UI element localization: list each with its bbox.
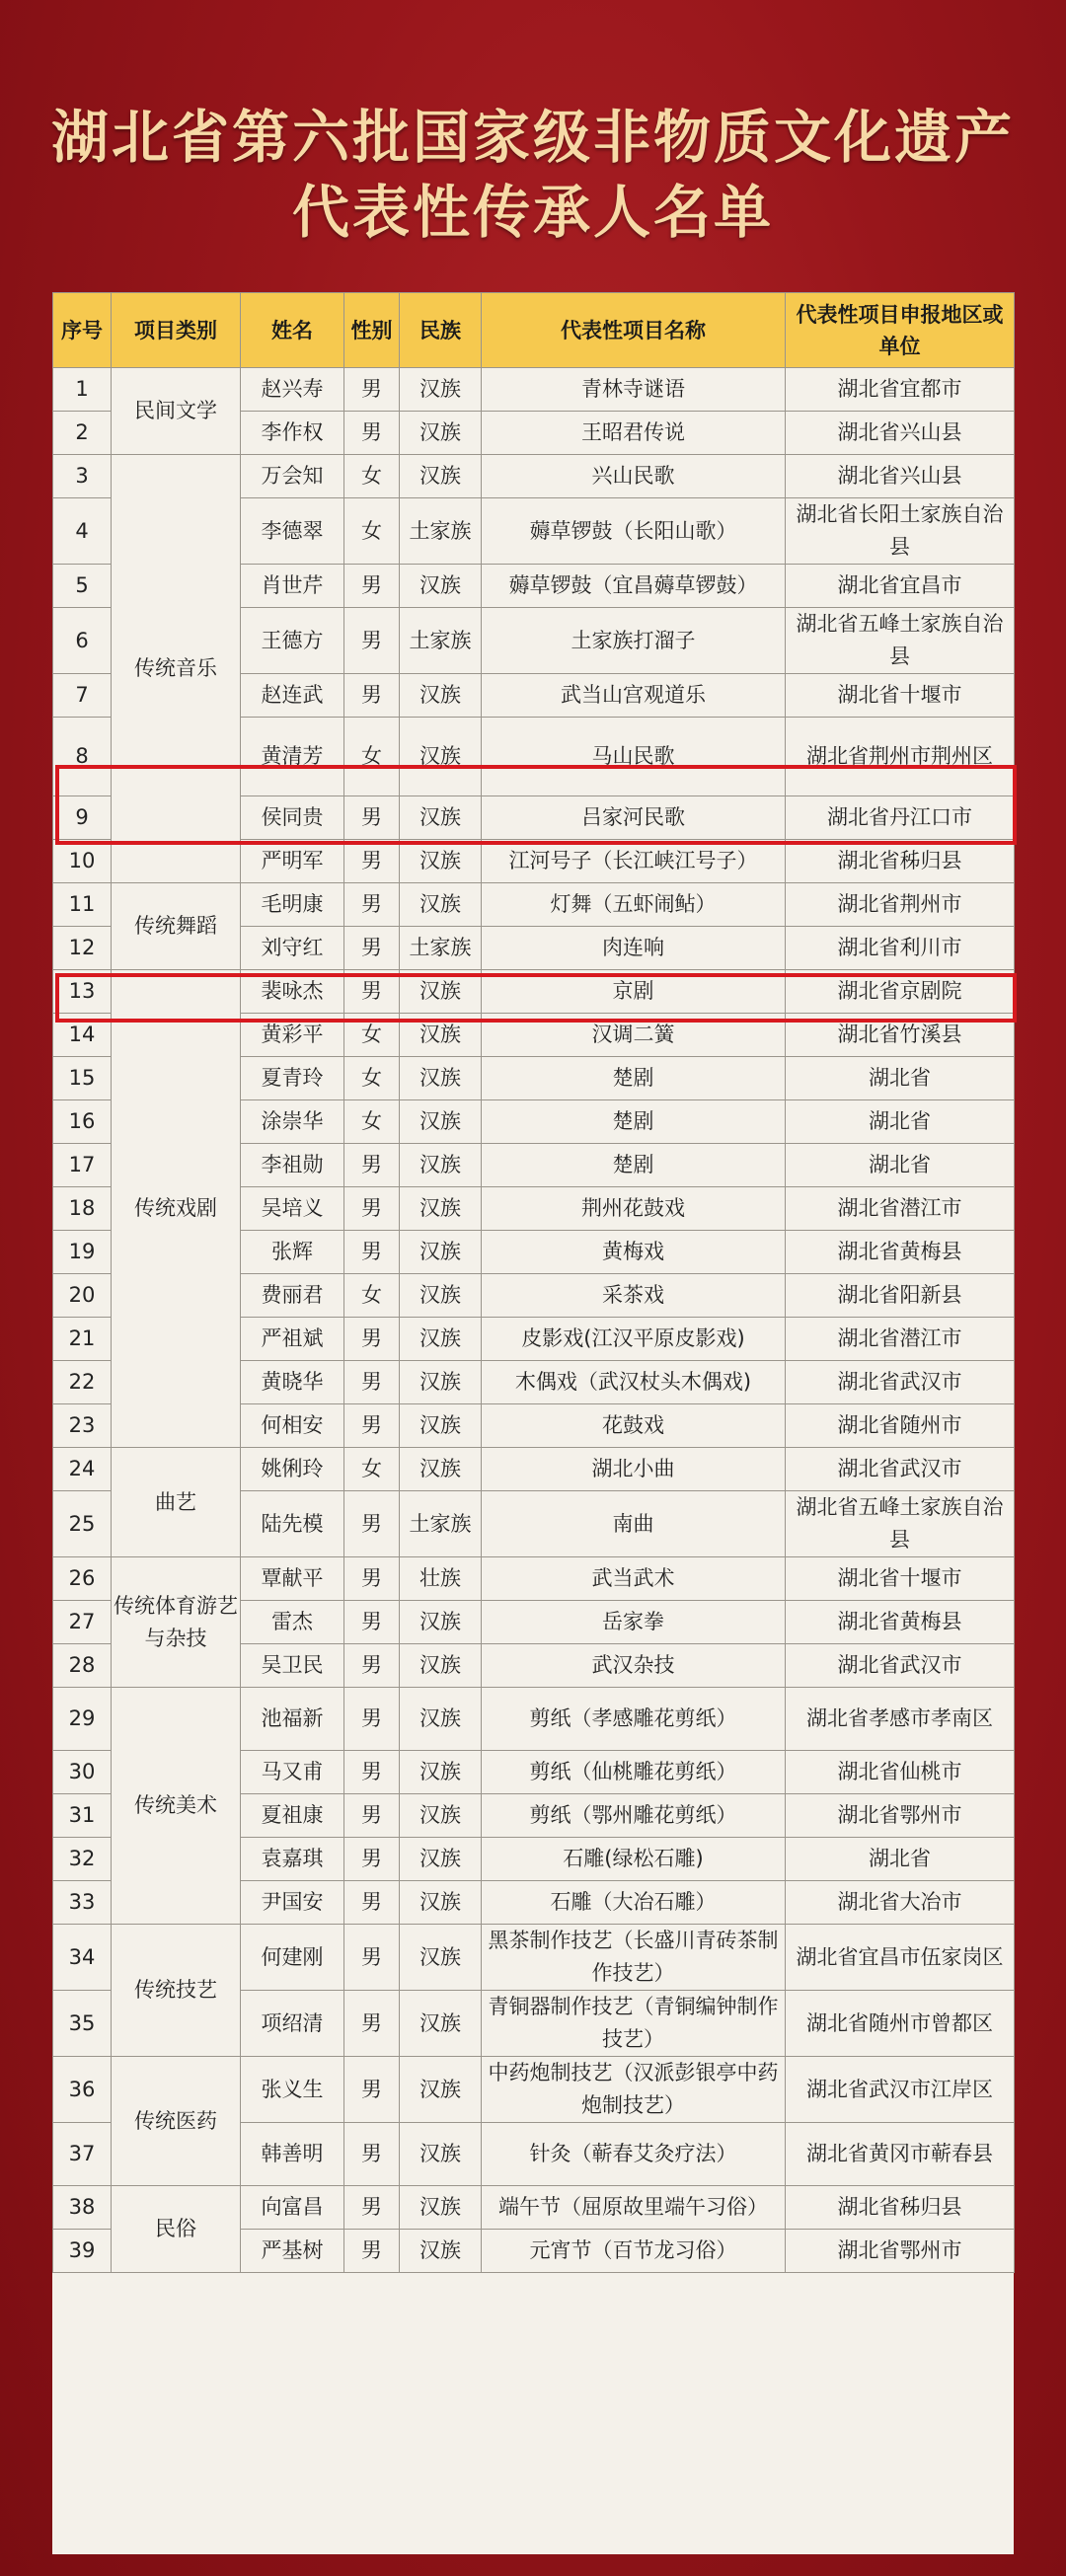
cell-ethnic: 汉族 bbox=[400, 1014, 482, 1057]
cell-project: 武当武术 bbox=[482, 1557, 786, 1601]
cell-project: 岳家拳 bbox=[482, 1601, 786, 1644]
cell-no: 7 bbox=[53, 674, 112, 718]
cell-ethnic: 汉族 bbox=[400, 2230, 482, 2273]
cell-project: 针灸（蕲春艾灸疗法） bbox=[482, 2123, 786, 2186]
cell-region: 湖北省武汉市 bbox=[786, 1448, 1015, 1491]
cell-project: 剪纸（孝感雕花剪纸） bbox=[482, 1688, 786, 1751]
cell-region: 湖北省武汉市 bbox=[786, 1644, 1015, 1688]
cell-region: 湖北省武汉市江岸区 bbox=[786, 2057, 1015, 2123]
cell-gender: 男 bbox=[344, 1557, 400, 1601]
cell-name: 马又甫 bbox=[241, 1751, 344, 1794]
cell-no: 21 bbox=[53, 1318, 112, 1361]
cell-ethnic: 汉族 bbox=[400, 1057, 482, 1100]
cell-ethnic: 汉族 bbox=[400, 455, 482, 498]
cell-ethnic: 汉族 bbox=[400, 1644, 482, 1688]
table-row bbox=[53, 455, 1015, 498]
cell-region: 湖北省利川市 bbox=[786, 927, 1015, 970]
cell-ethnic: 汉族 bbox=[400, 2123, 482, 2186]
cell-no: 9 bbox=[53, 796, 112, 840]
cell-category: 传统体育游艺与杂技 bbox=[112, 1557, 241, 1688]
cell-no: 17 bbox=[53, 1144, 112, 1187]
cell-no: 35 bbox=[53, 1991, 112, 2057]
table-header-row bbox=[53, 293, 1015, 368]
cell-region: 湖北省荆州市荆州区 bbox=[786, 718, 1015, 796]
header-name: 姓名 bbox=[241, 293, 344, 368]
cell-name: 向富昌 bbox=[241, 2186, 344, 2230]
cell-no: 5 bbox=[53, 565, 112, 608]
cell-region: 湖北省荆州市 bbox=[786, 883, 1015, 927]
cell-no: 36 bbox=[53, 2057, 112, 2123]
cell-gender: 女 bbox=[344, 455, 400, 498]
cell-gender: 男 bbox=[344, 840, 400, 883]
cell-gender: 男 bbox=[344, 1491, 400, 1557]
cell-no: 16 bbox=[53, 1100, 112, 1144]
cell-ethnic: 汉族 bbox=[400, 1881, 482, 1925]
cell-region: 湖北省随州市曾都区 bbox=[786, 1991, 1015, 2057]
cell-no: 2 bbox=[53, 412, 112, 455]
cell-name: 张辉 bbox=[241, 1231, 344, 1274]
cell-project: 汉调二簧 bbox=[482, 1014, 786, 1057]
cell-project: 薅草锣鼓（长阳山歌） bbox=[482, 498, 786, 565]
cell-ethnic: 汉族 bbox=[400, 1318, 482, 1361]
cell-project: 石雕（大冶石雕） bbox=[482, 1881, 786, 1925]
cell-project: 土家族打溜子 bbox=[482, 608, 786, 674]
cell-gender: 男 bbox=[344, 1881, 400, 1925]
cell-project: 薅草锣鼓（宜昌薅草锣鼓） bbox=[482, 565, 786, 608]
cell-no: 28 bbox=[53, 1644, 112, 1688]
cell-name: 费丽君 bbox=[241, 1274, 344, 1318]
header-ethnic: 民族 bbox=[400, 293, 482, 368]
cell-ethnic: 汉族 bbox=[400, 796, 482, 840]
cell-name: 池福新 bbox=[241, 1688, 344, 1751]
cell-ethnic: 汉族 bbox=[400, 412, 482, 455]
header-category: 项目类别 bbox=[112, 293, 241, 368]
page-title-line1: 湖北省第六批国家级非物质文化遗产 bbox=[50, 104, 1015, 171]
cell-name: 李祖勋 bbox=[241, 1144, 344, 1187]
cell-name: 夏祖康 bbox=[241, 1794, 344, 1838]
cell-no: 29 bbox=[53, 1688, 112, 1751]
header-region: 代表性项目申报地区或单位 bbox=[786, 293, 1015, 368]
cell-name: 刘守红 bbox=[241, 927, 344, 970]
table-row bbox=[53, 1448, 1015, 1491]
cell-no: 11 bbox=[53, 883, 112, 927]
cell-category: 传统舞蹈 bbox=[112, 883, 241, 970]
cell-name: 裴咏杰 bbox=[241, 970, 344, 1014]
cell-gender: 男 bbox=[344, 883, 400, 927]
cell-no: 25 bbox=[53, 1491, 112, 1557]
cell-no: 37 bbox=[53, 2123, 112, 2186]
cell-region: 湖北省兴山县 bbox=[786, 455, 1015, 498]
cell-region: 湖北省宜都市 bbox=[786, 368, 1015, 412]
cell-no: 19 bbox=[53, 1231, 112, 1274]
inheritor-table-container bbox=[52, 292, 1014, 2554]
cell-no: 3 bbox=[53, 455, 112, 498]
cell-name: 严祖斌 bbox=[241, 1318, 344, 1361]
cell-project: 灯舞（五虾闹鲇） bbox=[482, 883, 786, 927]
cell-gender: 女 bbox=[344, 1100, 400, 1144]
cell-region: 湖北省十堰市 bbox=[786, 674, 1015, 718]
cell-gender: 女 bbox=[344, 1448, 400, 1491]
cell-gender: 男 bbox=[344, 1925, 400, 1991]
cell-ethnic: 汉族 bbox=[400, 1448, 482, 1491]
cell-name: 项绍清 bbox=[241, 1991, 344, 2057]
cell-no: 32 bbox=[53, 1838, 112, 1881]
cell-project: 剪纸（鄂州雕花剪纸） bbox=[482, 1794, 786, 1838]
cell-region: 湖北省五峰土家族自治县 bbox=[786, 608, 1015, 674]
cell-region: 湖北省京剧院 bbox=[786, 970, 1015, 1014]
cell-project: 荆州花鼓戏 bbox=[482, 1187, 786, 1231]
cell-ethnic: 汉族 bbox=[400, 674, 482, 718]
cell-no: 10 bbox=[53, 840, 112, 883]
cell-name: 尹国安 bbox=[241, 1881, 344, 1925]
cell-region: 湖北省黄梅县 bbox=[786, 1601, 1015, 1644]
cell-name: 毛明康 bbox=[241, 883, 344, 927]
cell-ethnic: 汉族 bbox=[400, 1751, 482, 1794]
cell-name: 涂崇华 bbox=[241, 1100, 344, 1144]
table-row bbox=[53, 1557, 1015, 1601]
cell-name: 赵连武 bbox=[241, 674, 344, 718]
cell-region: 湖北省潜江市 bbox=[786, 1318, 1015, 1361]
cell-region: 湖北省阳新县 bbox=[786, 1274, 1015, 1318]
header-no: 序号 bbox=[53, 293, 112, 368]
cell-name: 赵兴寿 bbox=[241, 368, 344, 412]
cell-project: 湖北小曲 bbox=[482, 1448, 786, 1491]
cell-project: 兴山民歌 bbox=[482, 455, 786, 498]
cell-ethnic: 汉族 bbox=[400, 1991, 482, 2057]
cell-name: 韩善明 bbox=[241, 2123, 344, 2186]
cell-ethnic: 汉族 bbox=[400, 1144, 482, 1187]
cell-project: 江河号子（长江峡江号子） bbox=[482, 840, 786, 883]
cell-gender: 男 bbox=[344, 1794, 400, 1838]
cell-ethnic: 土家族 bbox=[400, 608, 482, 674]
cell-category: 民间文学 bbox=[112, 368, 241, 455]
table-row bbox=[53, 368, 1015, 412]
cell-ethnic: 汉族 bbox=[400, 2057, 482, 2123]
cell-ethnic: 汉族 bbox=[400, 1688, 482, 1751]
cell-project: 京剧 bbox=[482, 970, 786, 1014]
cell-name: 严明军 bbox=[241, 840, 344, 883]
cell-ethnic: 汉族 bbox=[400, 1361, 482, 1404]
cell-ethnic: 汉族 bbox=[400, 2186, 482, 2230]
cell-ethnic: 汉族 bbox=[400, 1794, 482, 1838]
cell-category: 传统技艺 bbox=[112, 1925, 241, 2057]
cell-category: 民俗 bbox=[112, 2186, 241, 2273]
cell-ethnic: 土家族 bbox=[400, 498, 482, 565]
cell-ethnic: 土家族 bbox=[400, 927, 482, 970]
cell-project: 楚剧 bbox=[482, 1057, 786, 1100]
table-row bbox=[53, 2186, 1015, 2230]
cell-ethnic: 汉族 bbox=[400, 970, 482, 1014]
cell-name: 吴卫民 bbox=[241, 1644, 344, 1688]
cell-ethnic: 汉族 bbox=[400, 840, 482, 883]
cell-project: 黄梅戏 bbox=[482, 1231, 786, 1274]
cell-ethnic: 汉族 bbox=[400, 1100, 482, 1144]
table-row bbox=[53, 2057, 1015, 2123]
cell-no: 30 bbox=[53, 1751, 112, 1794]
header-gender: 性别 bbox=[344, 293, 400, 368]
table-row bbox=[53, 970, 1015, 1014]
cell-region: 湖北省大冶市 bbox=[786, 1881, 1015, 1925]
cell-region: 湖北省宜昌市伍家岗区 bbox=[786, 1925, 1015, 1991]
cell-project: 武汉杂技 bbox=[482, 1644, 786, 1688]
cell-project: 端午节（屈原故里端午习俗） bbox=[482, 2186, 786, 2230]
cell-no: 38 bbox=[53, 2186, 112, 2230]
cell-category: 传统音乐 bbox=[112, 455, 241, 883]
cell-region: 湖北省秭归县 bbox=[786, 2186, 1015, 2230]
cell-ethnic: 汉族 bbox=[400, 883, 482, 927]
cell-name: 王德方 bbox=[241, 608, 344, 674]
cell-gender: 男 bbox=[344, 1318, 400, 1361]
cell-no: 34 bbox=[53, 1925, 112, 1991]
cell-name: 夏青玲 bbox=[241, 1057, 344, 1100]
cell-gender: 男 bbox=[344, 2123, 400, 2186]
cell-project: 剪纸（仙桃雕花剪纸） bbox=[482, 1751, 786, 1794]
cell-region: 湖北省 bbox=[786, 1144, 1015, 1187]
cell-name: 姚俐玲 bbox=[241, 1448, 344, 1491]
cell-ethnic: 汉族 bbox=[400, 565, 482, 608]
cell-region: 湖北省竹溪县 bbox=[786, 1014, 1015, 1057]
cell-name: 何建刚 bbox=[241, 1925, 344, 1991]
table-row bbox=[53, 1688, 1015, 1751]
cell-no: 23 bbox=[53, 1404, 112, 1448]
cell-no: 1 bbox=[53, 368, 112, 412]
cell-region: 湖北省 bbox=[786, 1057, 1015, 1100]
cell-project: 元宵节（百节龙习俗） bbox=[482, 2230, 786, 2273]
cell-gender: 男 bbox=[344, 1644, 400, 1688]
cell-project: 花鼓戏 bbox=[482, 1404, 786, 1448]
header-project: 代表性项目名称 bbox=[482, 293, 786, 368]
cell-ethnic: 汉族 bbox=[400, 368, 482, 412]
cell-category: 传统戏剧 bbox=[112, 970, 241, 1448]
cell-ethnic: 汉族 bbox=[400, 1187, 482, 1231]
cell-region: 湖北省 bbox=[786, 1100, 1015, 1144]
cell-no: 15 bbox=[53, 1057, 112, 1100]
cell-no: 18 bbox=[53, 1187, 112, 1231]
cell-project: 青林寺谜语 bbox=[482, 368, 786, 412]
cell-gender: 男 bbox=[344, 1144, 400, 1187]
cell-region: 湖北省秭归县 bbox=[786, 840, 1015, 883]
cell-gender: 男 bbox=[344, 1688, 400, 1751]
cell-no: 12 bbox=[53, 927, 112, 970]
cell-project: 石雕(绿松石雕) bbox=[482, 1838, 786, 1881]
cell-no: 4 bbox=[53, 498, 112, 565]
cell-project: 楚剧 bbox=[482, 1100, 786, 1144]
cell-name: 张义生 bbox=[241, 2057, 344, 2123]
cell-name: 黄清芳 bbox=[241, 718, 344, 796]
cell-name: 陆先模 bbox=[241, 1491, 344, 1557]
cell-gender: 男 bbox=[344, 970, 400, 1014]
cell-project: 楚剧 bbox=[482, 1144, 786, 1187]
cell-region: 湖北省鄂州市 bbox=[786, 2230, 1015, 2273]
cell-no: 6 bbox=[53, 608, 112, 674]
cell-region: 湖北省十堰市 bbox=[786, 1557, 1015, 1601]
cell-category: 传统美术 bbox=[112, 1688, 241, 1925]
cell-gender: 男 bbox=[344, 368, 400, 412]
cell-no: 20 bbox=[53, 1274, 112, 1318]
cell-region: 湖北省五峰土家族自治县 bbox=[786, 1491, 1015, 1557]
cell-region: 湖北省潜江市 bbox=[786, 1187, 1015, 1231]
cell-name: 严基树 bbox=[241, 2230, 344, 2273]
cell-no: 22 bbox=[53, 1361, 112, 1404]
cell-gender: 男 bbox=[344, 1187, 400, 1231]
cell-gender: 男 bbox=[344, 412, 400, 455]
cell-project: 马山民歌 bbox=[482, 718, 786, 796]
cell-project: 皮影戏(江汉平原皮影戏) bbox=[482, 1318, 786, 1361]
cell-gender: 男 bbox=[344, 608, 400, 674]
cell-no: 31 bbox=[53, 1794, 112, 1838]
cell-ethnic: 汉族 bbox=[400, 1404, 482, 1448]
cell-gender: 男 bbox=[344, 565, 400, 608]
cell-gender: 男 bbox=[344, 1991, 400, 2057]
table-body bbox=[53, 368, 1015, 2273]
cell-gender: 女 bbox=[344, 718, 400, 796]
cell-name: 李德翠 bbox=[241, 498, 344, 565]
cell-gender: 男 bbox=[344, 674, 400, 718]
cell-ethnic: 汉族 bbox=[400, 1601, 482, 1644]
cell-project: 木偶戏（武汉杖头木偶戏) bbox=[482, 1361, 786, 1404]
cell-gender: 男 bbox=[344, 2057, 400, 2123]
cell-name: 吴培义 bbox=[241, 1187, 344, 1231]
cell-project: 武当山宫观道乐 bbox=[482, 674, 786, 718]
cell-name: 黄晓华 bbox=[241, 1361, 344, 1404]
cell-region: 湖北省武汉市 bbox=[786, 1361, 1015, 1404]
cell-no: 13 bbox=[53, 970, 112, 1014]
cell-no: 26 bbox=[53, 1557, 112, 1601]
cell-region: 湖北省长阳土家族自治县 bbox=[786, 498, 1015, 565]
cell-region: 湖北省宜昌市 bbox=[786, 565, 1015, 608]
cell-name: 黄彩平 bbox=[241, 1014, 344, 1057]
cell-no: 14 bbox=[53, 1014, 112, 1057]
cell-name: 肖世芹 bbox=[241, 565, 344, 608]
cell-region: 湖北省孝感市孝南区 bbox=[786, 1688, 1015, 1751]
cell-ethnic: 汉族 bbox=[400, 1925, 482, 1991]
cell-gender: 男 bbox=[344, 1751, 400, 1794]
cell-category: 曲艺 bbox=[112, 1448, 241, 1557]
cell-region: 湖北省丹江口市 bbox=[786, 796, 1015, 840]
table-row bbox=[53, 883, 1015, 927]
cell-project: 吕家河民歌 bbox=[482, 796, 786, 840]
cell-gender: 男 bbox=[344, 2186, 400, 2230]
cell-name: 万会知 bbox=[241, 455, 344, 498]
cell-project: 采茶戏 bbox=[482, 1274, 786, 1318]
cell-gender: 女 bbox=[344, 1274, 400, 1318]
cell-project: 青铜器制作技艺（青铜编钟制作技艺） bbox=[482, 1991, 786, 2057]
cell-ethnic: 土家族 bbox=[400, 1491, 482, 1557]
inheritor-table bbox=[52, 292, 1015, 2273]
cell-region: 湖北省随州市 bbox=[786, 1404, 1015, 1448]
cell-gender: 男 bbox=[344, 1601, 400, 1644]
cell-name: 覃献平 bbox=[241, 1557, 344, 1601]
cell-project: 南曲 bbox=[482, 1491, 786, 1557]
cell-name: 雷杰 bbox=[241, 1601, 344, 1644]
cell-gender: 男 bbox=[344, 1838, 400, 1881]
cell-no: 39 bbox=[53, 2230, 112, 2273]
cell-name: 袁嘉琪 bbox=[241, 1838, 344, 1881]
cell-region: 湖北省 bbox=[786, 1838, 1015, 1881]
cell-no: 24 bbox=[53, 1448, 112, 1491]
cell-region: 湖北省黄梅县 bbox=[786, 1231, 1015, 1274]
cell-no: 8 bbox=[53, 718, 112, 796]
cell-gender: 女 bbox=[344, 1057, 400, 1100]
page-title-line2: 代表性传承人名单 bbox=[291, 179, 774, 246]
cell-region: 湖北省仙桃市 bbox=[786, 1751, 1015, 1794]
cell-gender: 女 bbox=[344, 498, 400, 565]
cell-project: 中药炮制技艺（汉派彭银亭中药炮制技艺） bbox=[482, 2057, 786, 2123]
cell-no: 33 bbox=[53, 1881, 112, 1925]
cell-name: 何相安 bbox=[241, 1404, 344, 1448]
cell-name: 李作权 bbox=[241, 412, 344, 455]
cell-gender: 男 bbox=[344, 927, 400, 970]
cell-gender: 女 bbox=[344, 1014, 400, 1057]
cell-project: 肉连响 bbox=[482, 927, 786, 970]
cell-gender: 男 bbox=[344, 1404, 400, 1448]
cell-gender: 男 bbox=[344, 1231, 400, 1274]
cell-gender: 男 bbox=[344, 2230, 400, 2273]
cell-ethnic: 汉族 bbox=[400, 1231, 482, 1274]
cell-no: 27 bbox=[53, 1601, 112, 1644]
cell-project: 王昭君传说 bbox=[482, 412, 786, 455]
cell-ethnic: 汉族 bbox=[400, 1838, 482, 1881]
cell-ethnic: 壮族 bbox=[400, 1557, 482, 1601]
cell-ethnic: 汉族 bbox=[400, 718, 482, 796]
cell-region: 湖北省兴山县 bbox=[786, 412, 1015, 455]
cell-region: 湖北省鄂州市 bbox=[786, 1794, 1015, 1838]
cell-name: 侯同贵 bbox=[241, 796, 344, 840]
table-row bbox=[53, 1925, 1015, 1991]
cell-gender: 男 bbox=[344, 1361, 400, 1404]
cell-project: 黑茶制作技艺（长盛川青砖茶制作技艺） bbox=[482, 1925, 786, 1991]
cell-ethnic: 汉族 bbox=[400, 1274, 482, 1318]
cell-region: 湖北省黄冈市蕲春县 bbox=[786, 2123, 1015, 2186]
cell-category: 传统医药 bbox=[112, 2057, 241, 2186]
cell-gender: 男 bbox=[344, 796, 400, 840]
